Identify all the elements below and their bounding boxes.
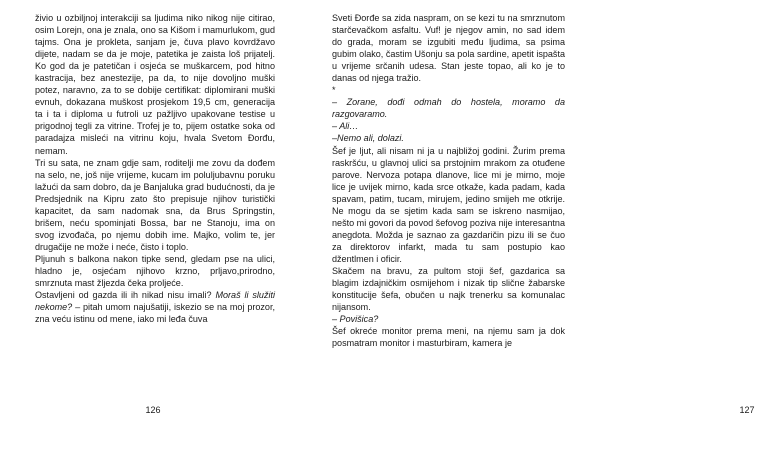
dialogue-line: –Nemo ali, dolazi. bbox=[332, 133, 404, 144]
left-page-text bbox=[35, 12, 275, 325]
paragraph-text: Ostavljeni od gazda ili ih nikad nisu imali? bbox=[35, 290, 216, 301]
paragraph: Sveti Đorđe sa zida naspram, on se kezi tu na smrznutom starčevačkom asfaltu. Vuf! je njegov amin, no sad idem do grada, moram se izgubiti među ljudima, sa psima gubim olako, častim Ušonju sa pola sardine, apetit ispašta u vrijeme srčanih udesa. Stan jeste topao, ali ko je to danas od njega tražio. bbox=[332, 13, 565, 84]
dialogue-line: – Ali… bbox=[332, 121, 359, 132]
paragraph: Skačem na bravu, za pultom stoji šef, gazdarica sa blagim izdajničkim osmijehom i nizak tip slične žabarske konstitucije šefa, obučen u najk trenerku sa komunalac nijansom. bbox=[332, 265, 565, 313]
paragraph-text: – pitah umom najušatiji, iskezio se na moj prozor, zna veću istinu od mene, iako mi leđa čuva bbox=[35, 302, 275, 325]
paragraph: Šef okreće monitor prema meni, na njemu sam ja dok posmatram monitor i masturbiram, kamera je bbox=[332, 326, 565, 349]
page-number-left: 126 bbox=[145, 405, 161, 415]
paragraph: Šef je ljut, ali nisam ni ja u najbližoj godini. Žurim prema raskršću, u glavnoj ulici sa prstojnim mrakom za otuđene parove. Nervoza potapa dlanove, lice mi je mirno, moje lice je uvijek mirno, kada srce otkaže, kada padam, kada spavam, patim, tucam, mirujem, jedino smijeh me otkrije. Ne mogu da se sjetim kada sam se iskreno nasmijao, nešto mi govori da povod šefovog poziva nije interesantna anegdota. Možda je saznao za gazdaričin pizu ili se čuo za direktorov infarkt, mada tu sam postupio kao džentlmen i oficir. bbox=[332, 145, 565, 264]
section-separator: * bbox=[332, 85, 336, 96]
paragraph: Pljunuh s balkona nakon tipke send, gledam pse na ulici, hladno je, osjećam njihovo krzno, prljavo,prirodno, smrznuta mast žljezda čeka proljeće. bbox=[35, 253, 275, 289]
page-number-right: 127 bbox=[739, 405, 755, 415]
paragraph bbox=[35, 289, 275, 325]
dialogue-line: – Povišica? bbox=[332, 314, 379, 325]
left-page bbox=[0, 0, 300, 450]
dialogue-line: – Zorane, dođi odmah do hostela, moramo da razgovaramo. bbox=[332, 97, 565, 120]
paragraph: živio u ozbiljnoj interakciji sa ljudima niko nikog nije citirao, osim Lorejn, ona je znala, ono sa Kišom i mamurlukom, gud tajms. Ona je prokleta, sanjam je, čuva plavo kovrdžavo dijete, nadam se da je moje, patetika je zaista loš prijatelj. Ko god da je patetičan i osjeća se muškarcem, pod hitno kastracija, bez anestezije, pa da, to nije dovoljno muški potez, naravno, za to se dobije certifikat: diplomirani muški evnuh, dokazana muškost prosjekom 19,5 cm, generacija ta i ta i diploma u futroli uz pažljivo upakovane testise u prigodnoj tegli za vitrine. Trofej je to, pijem ostatke soka od paradajza misleći na vitrinu koju, hvala Svetom Đorđu, nemam. bbox=[35, 13, 275, 156]
italic-question: Moraš li služiti nekome? bbox=[35, 290, 276, 313]
right-page-text bbox=[332, 12, 565, 349]
paragraph: Tri su sata, ne znam gdje sam, roditelji me zovu da dođem na selo, ne, još nije vrijeme, kucam im poluljubavnu poruku lažući da sam dobro, da je Banjaluka grad budućnosti, da je Predsjednik na Kipru zato što prepisuje njihov turistički kapacitet, da sam nadomak sna, da Brus Springstin, brišem, neću spominjati Bossa, bar ne Stanoju, ima on svog izvođača, po njemu dobih ime. Majko, volim te, jer drugačije ne može i neće, čisto i toplo. bbox=[35, 157, 275, 252]
